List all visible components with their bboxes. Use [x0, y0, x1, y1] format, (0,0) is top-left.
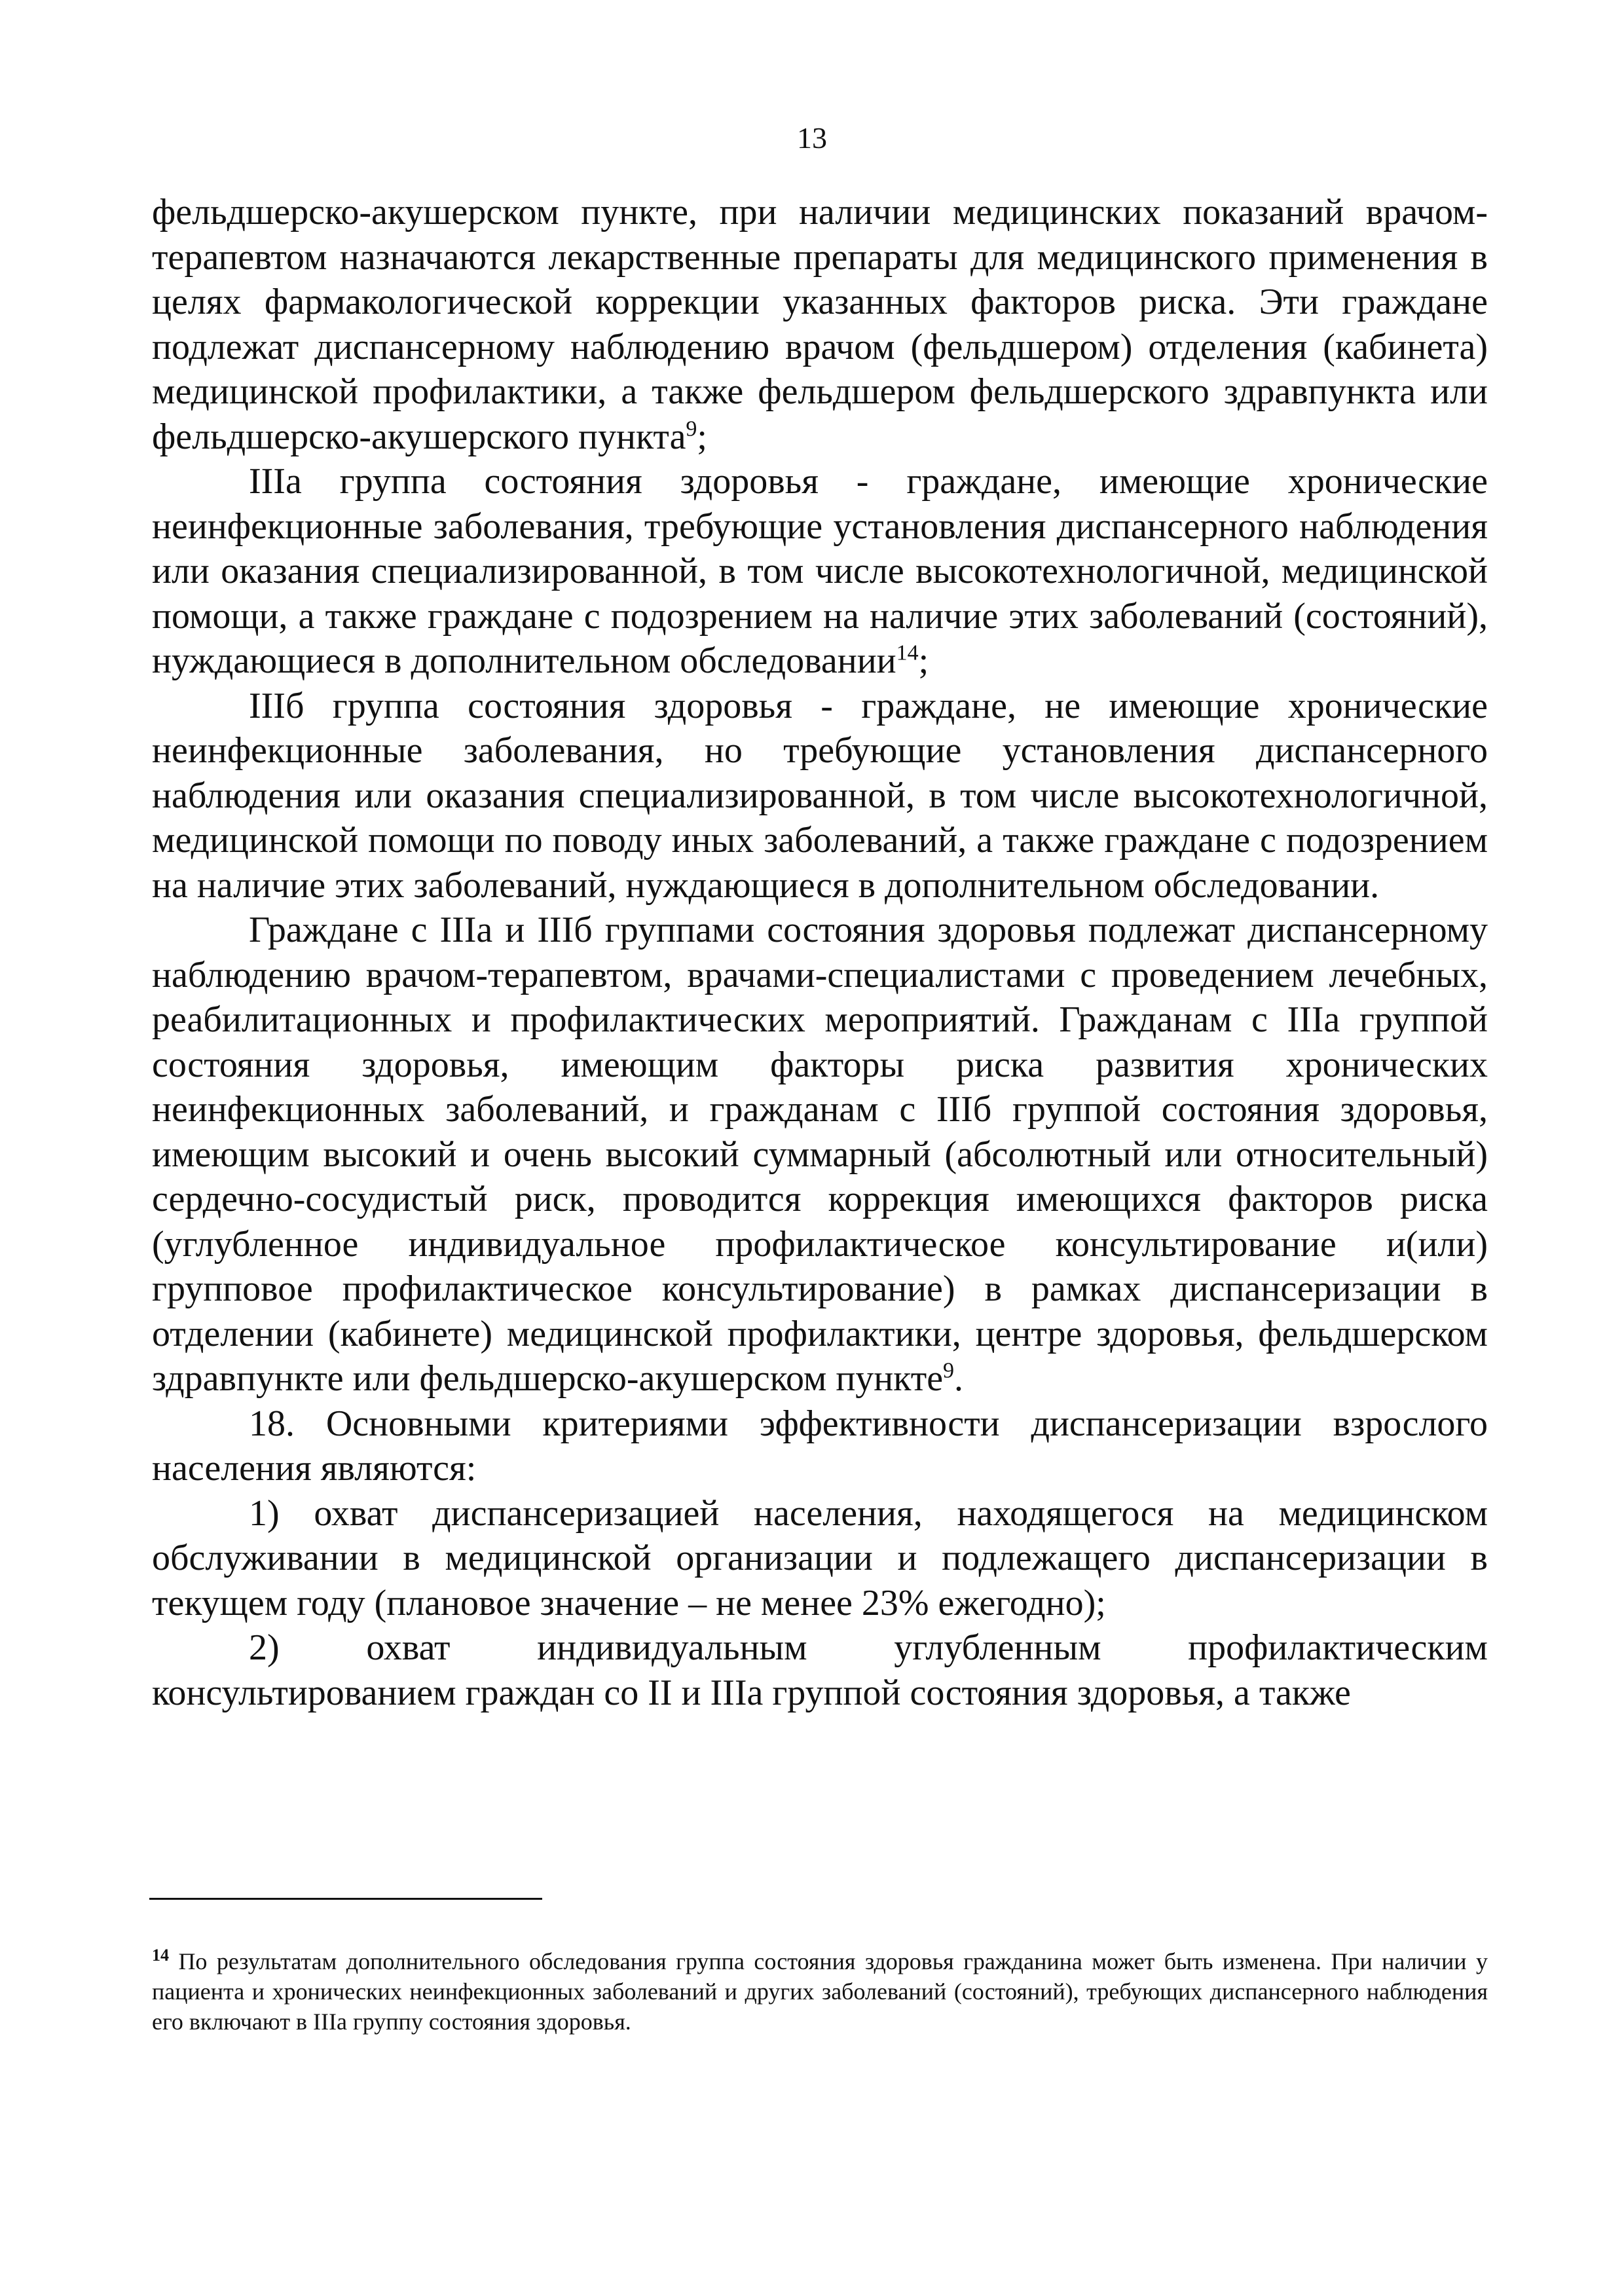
footnote-reference: 14 — [896, 640, 919, 665]
paragraph-text: фельдшерско-акушерском пункте, при наличии медицинских показаний врачом-терапевтом назначаются лекарственные препараты для медицинского применения в целях фармакологической коррекции указанных факторов риска. Эти граждане подлежат диспансерному наблюдению врачом (фельдшером) отделения (кабинета) медицинской профилактики, а также фельдшером фельдшерского здравпункта или фельдшерско-акушерского пункта — [152, 192, 1488, 457]
paragraph-continuation — [152, 190, 1488, 459]
paragraph-group-3a — [152, 459, 1488, 684]
page-number: 13 — [797, 121, 827, 155]
paragraph-criterion-1: 1) охват диспансеризацией населения, находящегося на медицинском обслуживании в медицинской организации и подлежащего диспансеризации в текущем году (плановое значение – не менее 23% ежегодно); — [152, 1492, 1488, 1623]
paragraph-dispensary-observation — [152, 908, 1488, 1401]
body-text — [152, 190, 1488, 1715]
footnote — [152, 1946, 1488, 2037]
footnote-text: По результатам дополнительного обследования группа состояния здоровья гражданина может быть изменена. При наличии у пациента и хронических неинфекционных заболеваний и других заболеваний (состояний), требующих диспансерного наблюдения его включают в IIIа группу состояния здоровья. — [152, 1948, 1488, 2035]
footnote-reference: 9 — [943, 1358, 955, 1383]
footnote-separator — [149, 1898, 542, 1900]
paragraph-text: Граждане с IIIа и IIIб группами состояния здоровья подлежат диспансерному наблюдению врачом-терапевтом, врачами-специалистами с проведением лечебных, реабилитационных и профилактических мероприятий. Гражданам с IIIа группой состояния здоровья, имеющим факторы риска развития хронических неинфекционных заболеваний, и гражданам с IIIб группой состояния здоровья, имеющим высокий и очень высокий суммарный (абсолютный или относительный) сердечно-сосудистый риск, проводится коррекция имеющихся факторов риска (углубленное индивидуальное профилактическое консультирование и(или) групповое профилактическое консультирование) в рамках диспансеризации в отделении (кабинете) медицинской профилактики, центре здоровья, фельдшерском здравпункте или фельдшерско-акушерском пункте — [152, 910, 1488, 1399]
paragraph-criteria-heading: 18. Основными критериями эффективности диспансеризации взрослого населения являются: — [152, 1403, 1488, 1489]
paragraph-criterion-2: 2) охват индивидуальным углубленным профилактическим консультированием граждан со II и IIIа группой состояния здоровья, а также — [152, 1627, 1488, 1713]
paragraph-group-3b: IIIб группа состояния здоровья - граждане, не имеющие хронические неинфекционные заболевания, но требующие установления диспансерного наблюдения или оказания специализированной, в том числе высокотехнологичной, медицинской помощи по поводу иных заболеваний, а также граждане с подозрением на наличие этих заболеваний, нуждающиеся в дополнительном обследовании. — [152, 685, 1488, 906]
paragraph-tail: ; — [918, 640, 929, 681]
footnote-reference: 9 — [686, 416, 697, 441]
footnote-mark: 14 — [152, 1946, 169, 1965]
paragraph-text: IIIа группа состояния здоровья - граждане, имеющие хронические неинфекционные заболевания, требующие установления диспансерного наблюдения или оказания специализированной, в том числе высокотехнологичной, медицинской помощи, а также граждане с подозрением на наличие этих заболеваний (состояний), нуждающиеся в дополнительном обследовании — [152, 461, 1488, 681]
paragraph-tail: . — [954, 1358, 964, 1399]
paragraph-tail: ; — [697, 416, 707, 457]
